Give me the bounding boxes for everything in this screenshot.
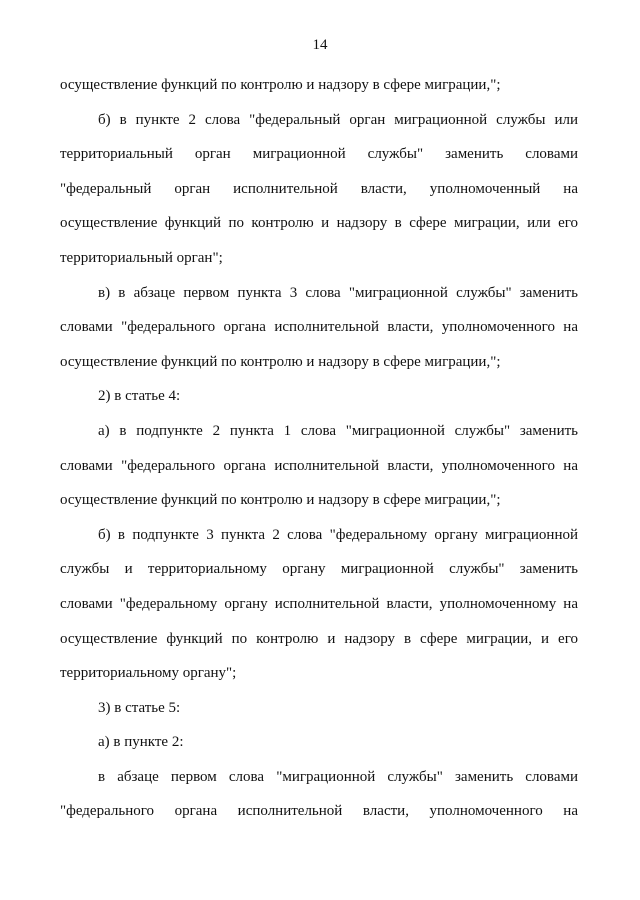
text-line: словами "федерального органа исполнительной власти, уполномоченного на bbox=[60, 319, 578, 336]
text-line: службы и территориальному органу миграционной службы" заменить bbox=[60, 561, 578, 578]
text-line: осуществление функций по контролю и надзору в сфере миграции, и его bbox=[60, 630, 578, 647]
text-line: территориальному органу"; bbox=[60, 665, 237, 682]
text-line: "федеральный орган исполнительной власти, уполномоченный на bbox=[60, 180, 578, 197]
text-line: "федерального органа исполнительной власти, уполномоченного на bbox=[60, 803, 578, 820]
text-line: словами "федеральному органу исполнительной власти, уполномоченному на bbox=[60, 595, 578, 612]
text-line: территориальный орган миграционной службы" заменить словами bbox=[60, 146, 578, 163]
text-line: осуществление функций по контролю и надзору в сфере миграции,"; bbox=[60, 77, 501, 93]
text-line: б) в пункте 2 слова "федеральный орган миграционной службы или bbox=[98, 111, 578, 128]
text-line: осуществление функций по контролю и надзору в сфере миграции,"; bbox=[60, 492, 501, 509]
text-line: осуществление функций по контролю и надзору в сфере миграции,"; bbox=[60, 353, 501, 370]
text-line: б) в подпункте 3 пункта 2 слова "федеральному органу миграционной bbox=[98, 526, 578, 543]
text-line: в) в абзаце первом пункта 3 слова "миграционной службы" заменить bbox=[98, 284, 578, 301]
text-line: а) в пункте 2: bbox=[98, 734, 184, 751]
text-line: осуществление функций по контролю и надзору в сфере миграции, или его bbox=[60, 215, 578, 232]
text-line: территориальный орган"; bbox=[60, 249, 223, 266]
text-line: 3) в статье 5: bbox=[98, 699, 181, 716]
text-line: а) в подпункте 2 пункта 1 слова "миграционной службы" заменить bbox=[98, 422, 578, 439]
text-line: 2) в статье 4: bbox=[98, 388, 181, 405]
document-body bbox=[60, 76, 578, 837]
text-line: словами "федерального органа исполнительной власти, уполномоченного на bbox=[60, 457, 578, 474]
page-number: 14 bbox=[312, 37, 328, 53]
text-line: в абзаце первом слова "миграционной службы" заменить словами bbox=[98, 768, 578, 785]
